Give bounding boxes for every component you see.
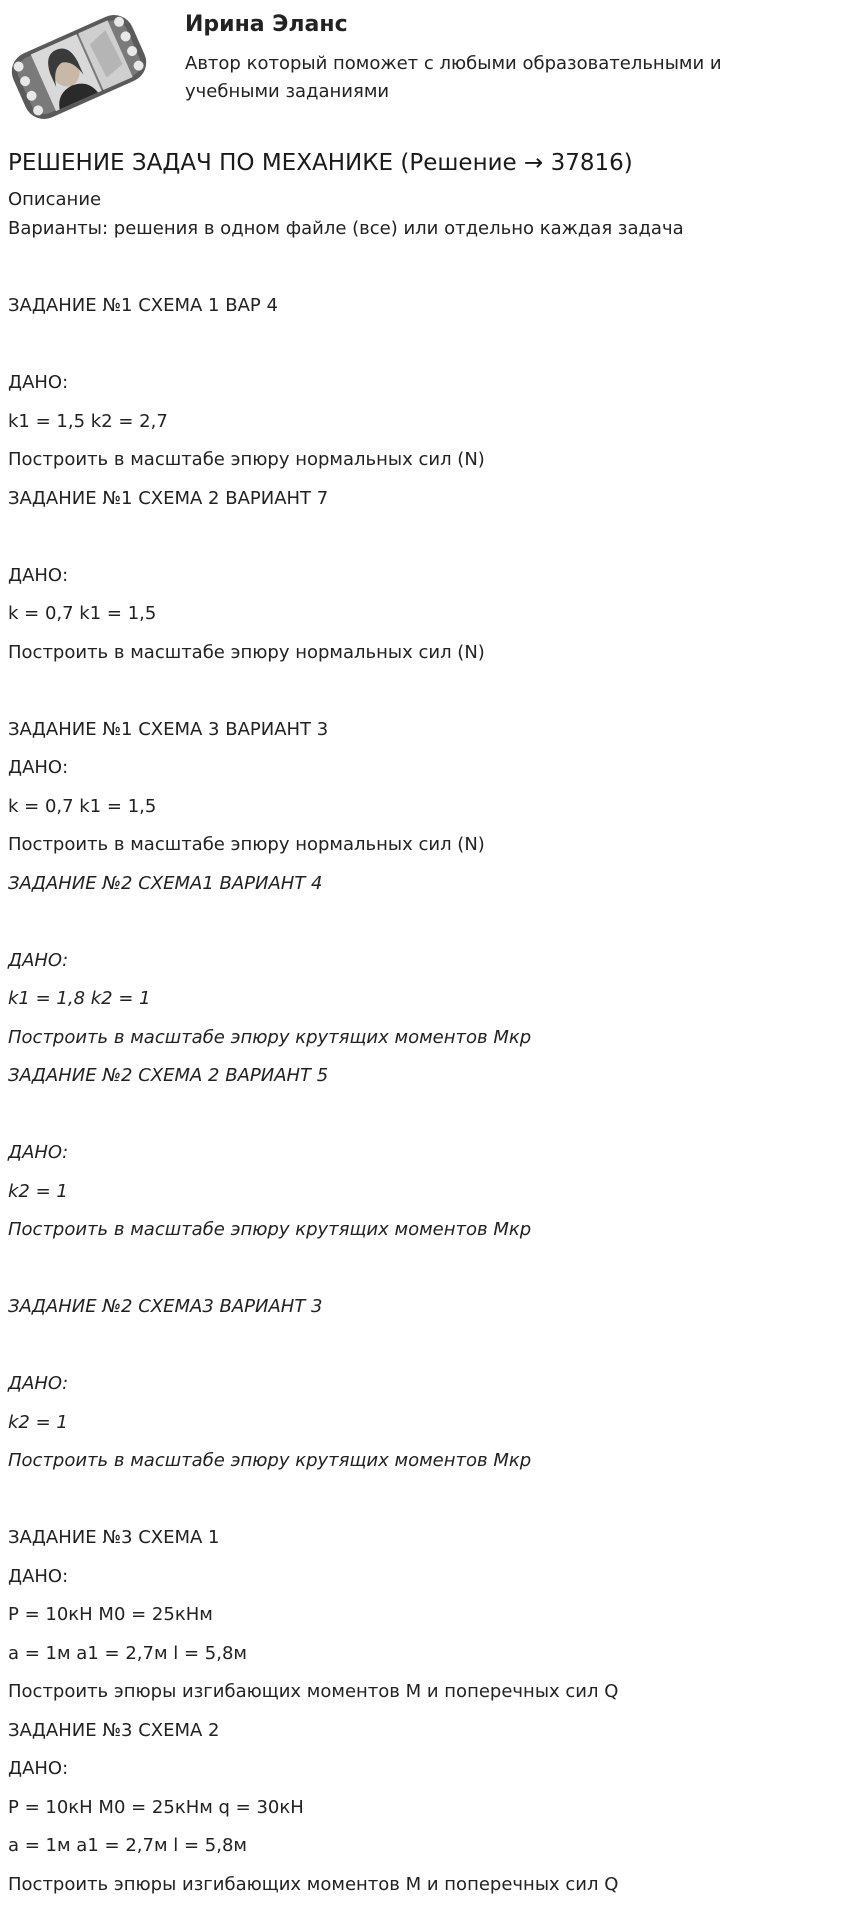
task-line: k = 0,7 k1 = 1,5	[8, 795, 157, 817]
task-line: k1 = 1,5 k2 = 2,7	[8, 410, 168, 432]
task-line: k1 = 1,8 k2 = 1	[8, 988, 151, 1009]
task-line	[8, 1327, 618, 1366]
task-line	[8, 1096, 618, 1135]
task-line: Построить эпюры изгибающих моментов М и поперечных сил Q	[8, 1681, 619, 1702]
task-line: ДАНО:	[8, 1565, 69, 1587]
task-line: k = 0,7 k1 = 1,5	[8, 603, 157, 624]
film-strip-portrait-avatar-icon[interactable]	[6, 6, 152, 128]
task-line	[8, 326, 618, 365]
task-line	[8, 1250, 618, 1289]
task-line	[8, 518, 618, 557]
task-line: ДАНО:	[8, 949, 69, 971]
task-line: Построить в масштабе эпюру нормальных сил (N)	[8, 449, 485, 470]
task-line: ДАНО:	[8, 1142, 69, 1163]
page-title: РЕШЕНИЕ ЗАДАЧ ПО МЕХАНИКЕ (Решение → 37816)	[8, 150, 633, 176]
task-line: ДАНО:	[8, 1373, 69, 1394]
task-line: Построить в масштабе эпюру нормальных сил (N)	[8, 834, 485, 855]
task-line: Построить эпюры изгибающих моментов М и поперечных сил Q	[8, 1873, 619, 1895]
task-line: ЗАДАНИЕ №3 СХЕМА 2	[8, 1719, 220, 1741]
task-line: ЗАДАНИЕ №1 СХЕМА 3 ВАРИАНТ 3	[8, 718, 329, 740]
task-line: ДАНО:	[8, 757, 69, 778]
task-line	[8, 672, 618, 711]
author-description: Автор который поможет с любыми образовательными и учебными заданиями	[185, 53, 722, 102]
variants-text: Варианты: решения в одном файле (все) или отдельно каждая задача	[8, 218, 684, 239]
task-line: ЗАДАНИЕ №3 СХЕМА 1	[8, 1527, 220, 1548]
task-line: ДАНО:	[8, 372, 69, 393]
task-line: ЗАДАНИЕ №1 СХЕМА 2 ВАРИАНТ 7	[8, 487, 329, 509]
task-line: Построить в масштабе эпюру крутящих моментов Мкр	[8, 1450, 532, 1471]
task-line: ЗАДАНИЕ №1 СХЕМА 1 ВАР 4	[8, 295, 278, 316]
author-header	[0, 0, 847, 140]
description-label: Описание	[8, 189, 102, 210]
task-line	[8, 1481, 618, 1520]
task-line: P = 10кН M0 = 25кНм q = 30кН	[8, 1796, 304, 1818]
task-line: ЗАДАНИЕ №2 СХЕМА 2 ВАРИАНТ 5	[8, 1065, 329, 1086]
task-line: Построить в масштабе эпюру крутящих моментов Мкр	[8, 1219, 532, 1240]
task-line	[8, 903, 618, 942]
task-line: P = 10кН M0 = 25кНм	[8, 1604, 213, 1625]
task-line: Построить в масштабе эпюру крутящих моментов Мкр	[8, 1026, 532, 1048]
task-line: ДАНО:	[8, 564, 69, 586]
task-line: k2 = 1	[8, 1180, 68, 1202]
task-line: a = 1м a1 = 2,7м l = 5,8м	[8, 1835, 247, 1856]
task-line: ЗАДАНИЕ №2 СХЕМА1 ВАРИАНТ 4	[8, 872, 323, 894]
task-line: a = 1м a1 = 2,7м l = 5,8м	[8, 1642, 247, 1664]
author-name[interactable]: Ирина Эланс	[185, 12, 348, 37]
task-list	[8, 287, 618, 1904]
task-line: k2 = 1	[8, 1411, 68, 1433]
task-line: ДАНО:	[8, 1758, 69, 1779]
task-line: ЗАДАНИЕ №2 СХЕМА3 ВАРИАНТ 3	[8, 1296, 323, 1317]
task-line: Построить в масштабе эпюру нормальных сил (N)	[8, 641, 485, 663]
